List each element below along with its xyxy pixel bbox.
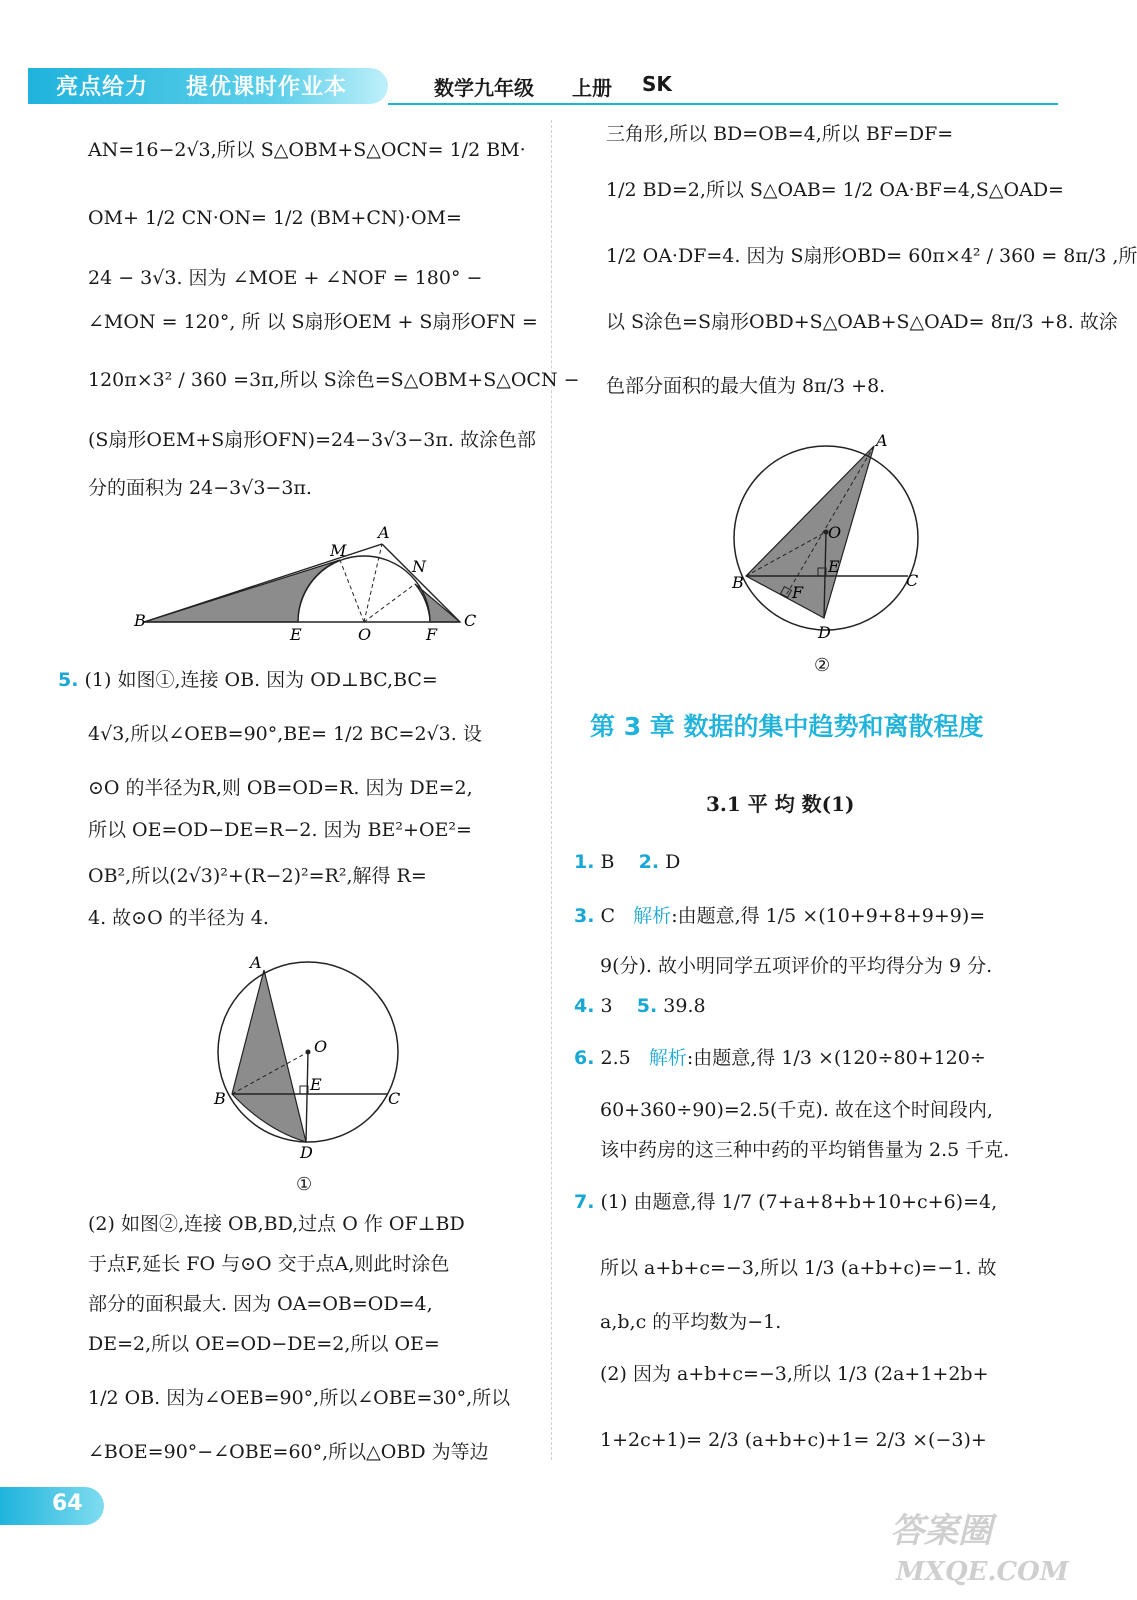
header-edition: SK bbox=[642, 72, 672, 96]
point-label-N: N bbox=[412, 557, 426, 576]
semicircle-figure bbox=[130, 522, 490, 642]
answer-5: 39.8 bbox=[663, 995, 706, 1017]
right-text-line: 以 S涂色=S扇形OBD+S△OAB+S△OAD= 8π/3 +8. 故涂 bbox=[606, 311, 1118, 333]
point-label-C: C bbox=[388, 1089, 401, 1108]
point-label-O: O bbox=[828, 523, 842, 542]
q5-line: 4√3,所以∠OEB=90°,BE= 1/2 BC=2√3. 设 bbox=[88, 723, 482, 745]
watermark-logo bbox=[880, 1500, 1069, 1590]
q7-line: 所以 a+b+c=−3,所以 1/3 (a+b+c)=−1. 故 bbox=[600, 1257, 997, 1279]
analysis-label: 解析 bbox=[648, 1047, 687, 1069]
left-text-line: 分的面积为 24−3√3−3π. bbox=[88, 477, 312, 499]
left-text-line: (S扇形OEM+S扇形OFN)=24−3√3−3π. 故涂色部 bbox=[88, 429, 536, 451]
question-number-1: 1. bbox=[574, 851, 595, 873]
question-number-5b: 5. bbox=[636, 995, 658, 1017]
page-number: 64 bbox=[52, 1491, 83, 1516]
figure-1-caption: ① bbox=[296, 1174, 313, 1195]
answer-1: B bbox=[600, 851, 615, 873]
point-label-C: C bbox=[906, 571, 919, 590]
point-label-E: E bbox=[290, 625, 302, 644]
point-label-E: E bbox=[310, 1075, 322, 1094]
section-title: 3.1 平 均 数(1) bbox=[706, 792, 855, 816]
q5-line: ⊙O 的半径为R,则 OB=OD=R. 因为 DE=2, bbox=[88, 777, 473, 799]
q3-line bbox=[574, 904, 985, 928]
point-label-B: B bbox=[134, 611, 146, 630]
chapter-title: 第 3 章 数据的集中趋势和离散程度 bbox=[590, 712, 984, 741]
analysis-label: 解析 bbox=[633, 905, 672, 927]
q3-line-2: 9(分). 故小明同学五项评价的平均得分为 9 分. bbox=[600, 955, 993, 977]
question-number-3: 3. bbox=[574, 905, 595, 927]
q6-line-2: 60+360÷90)=2.5(千克). 故在这个时间段内, bbox=[600, 1099, 993, 1121]
q7-line: 1+2c+1)= 2/3 (a+b+c)+1= 2/3 ×(−3)+ bbox=[600, 1429, 987, 1451]
right-text-line: 色部分面积的最大值为 8π/3 +8. bbox=[606, 375, 886, 397]
point-label-E: E bbox=[828, 557, 840, 576]
q5-first-line bbox=[58, 668, 438, 692]
q5-2-line: ∠BOE=90°−∠OBE=60°,所以△OBD 为等边 bbox=[88, 1441, 489, 1463]
question-number-5: 5. bbox=[58, 669, 79, 691]
answer-4: 3 bbox=[600, 995, 613, 1017]
header-subject: 数学九年级 bbox=[434, 76, 534, 100]
left-text-line: 24 − 3√3. 因为 ∠MOE + ∠NOF = 180° − bbox=[88, 267, 483, 289]
figure-2 bbox=[722, 428, 932, 648]
point-label-D: D bbox=[818, 623, 831, 642]
q6-line bbox=[574, 1046, 986, 1070]
question-number-7: 7. bbox=[574, 1191, 595, 1213]
point-label-C: C bbox=[464, 611, 477, 630]
left-text-line: ∠MON = 120°, 所 以 S扇形OEM + S扇形OFN = bbox=[88, 311, 538, 333]
figure-1 bbox=[204, 952, 404, 1162]
q5-line: 所以 OE=OD−DE=R−2. 因为 BE²+OE²= bbox=[88, 819, 472, 841]
q7-text: (1) 由题意,得 1/7 (7+a+8+b+10+c+6)=4, bbox=[600, 1191, 998, 1213]
watermark-text: 答案圈 bbox=[890, 1511, 992, 1551]
right-text-line: 1/2 BD=2,所以 S△OAB= 1/2 OA·BF=4,S△OAD= bbox=[606, 179, 1064, 201]
q5-2-line: (2) 如图②,连接 OB,BD,过点 O 作 OF⊥BD bbox=[88, 1213, 465, 1235]
left-text-line: 120π×3² / 360 =3π,所以 S涂色=S△OBM+S△OCN − bbox=[88, 369, 580, 391]
point-label-D: D bbox=[300, 1143, 313, 1162]
figure-2-caption: ② bbox=[814, 655, 831, 676]
point-label-O: O bbox=[314, 1037, 328, 1056]
q5-2-line: DE=2,所以 OE=OD−DE=2,所以 OE= bbox=[88, 1333, 440, 1355]
right-text-line: 1/2 OA·DF=4. 因为 S扇形OBD= 60π×4² / 360 = 8π/3 ,所 bbox=[606, 245, 1137, 267]
q5-line: OB²,所以(2√3)²+(R−2)²=R²,解得 R= bbox=[88, 865, 427, 887]
q5-2-line: 1/2 OB. 因为∠OEB=90°,所以∠OBE=30°,所以 bbox=[88, 1387, 511, 1409]
answer-3: C bbox=[600, 905, 616, 927]
point-label-A: A bbox=[250, 953, 262, 972]
header-brand: 亮点给力 bbox=[56, 75, 149, 100]
q6-line-3: 该中药房的这三种中药的平均销售量为 2.5 千克. bbox=[600, 1139, 1010, 1161]
right-text-line: 三角形,所以 BD=OB=4,所以 BF=DF= bbox=[606, 123, 954, 145]
q5-text: (1) 如图①,连接 OB. 因为 OD⊥BC,BC= bbox=[84, 669, 438, 691]
left-text-line: AN=16−2√3,所以 S△OBM+S△OCN= 1/2 BM· bbox=[88, 139, 526, 161]
point-label-F: F bbox=[792, 583, 804, 602]
answer-row-1-2 bbox=[574, 850, 680, 874]
question-number-6: 6. bbox=[574, 1047, 595, 1069]
watermark-url: MXQE.COM bbox=[896, 1557, 1069, 1587]
left-text-line: OM+ 1/2 CN·ON= 1/2 (BM+CN)·OM= bbox=[88, 207, 462, 229]
q7-line bbox=[574, 1190, 997, 1214]
answer-6: 2.5 bbox=[600, 1047, 631, 1069]
point-label-B: B bbox=[732, 573, 744, 592]
question-number-4: 4. bbox=[574, 995, 595, 1017]
header-volume: 上册 bbox=[572, 76, 612, 100]
q5-2-line: 于点F,延长 FO 与⊙O 交于点A,则此时涂色 bbox=[88, 1253, 450, 1275]
column-divider bbox=[551, 120, 552, 1460]
point-label-A: A bbox=[876, 431, 888, 450]
q5-line: 4. 故⊙O 的半径为 4. bbox=[88, 907, 269, 929]
answer-2: D bbox=[665, 851, 681, 873]
q5-2-line: 部分的面积最大. 因为 OA=OB=OD=4, bbox=[88, 1293, 433, 1315]
point-label-B: B bbox=[214, 1089, 226, 1108]
point-label-O: O bbox=[358, 625, 372, 644]
header-book-title: 提优课时作业本 bbox=[186, 75, 348, 100]
point-label-F: F bbox=[426, 625, 438, 644]
q3-text: :由题意,得 1/5 ×(10+9+8+9+9)= bbox=[671, 905, 986, 927]
point-label-M: M bbox=[330, 541, 347, 560]
page-header bbox=[0, 0, 1073, 110]
q6-text: :由题意,得 1/3 ×(120÷80+120÷ bbox=[686, 1047, 986, 1069]
answer-row-4-5 bbox=[574, 994, 706, 1018]
question-number-2: 2. bbox=[638, 851, 660, 873]
header-rule bbox=[388, 103, 1058, 105]
q7-line: a,b,c 的平均数为−1. bbox=[600, 1311, 782, 1333]
q7-line: (2) 因为 a+b+c=−3,所以 1/3 (2a+1+2b+ bbox=[600, 1363, 989, 1385]
point-label-A: A bbox=[378, 523, 390, 542]
